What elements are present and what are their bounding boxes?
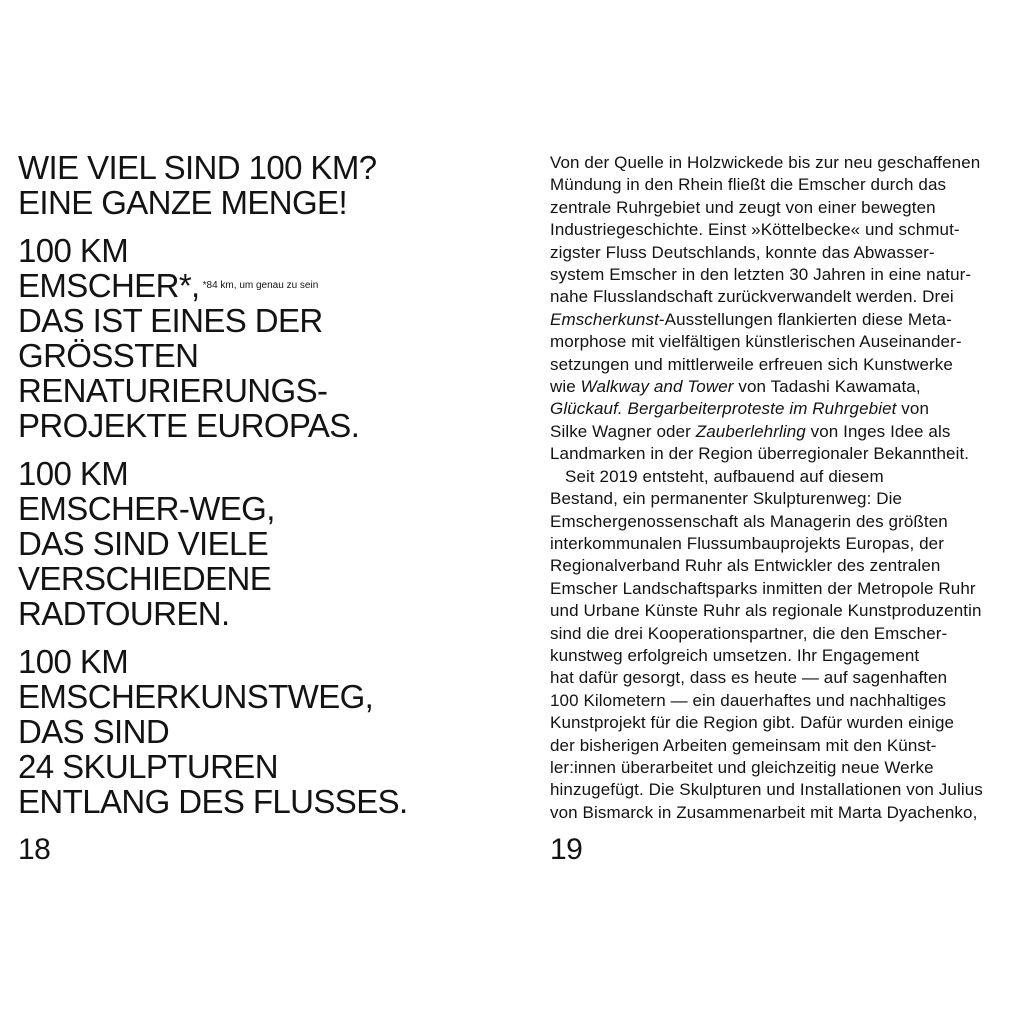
headline-block [18,150,498,220]
text: Silke Wagner oder [550,421,696,441]
body-line [550,197,1012,219]
text: Mündung in den Rhein fließt die Emscher durch das [550,175,947,195]
body-line [550,152,1012,174]
body-line [550,488,1012,510]
headline-block [18,456,498,631]
text: von Inges Idee als [805,421,951,441]
headline-line: 100 KM [18,232,129,269]
italic-text: Walkway and Tower [580,377,734,397]
body-line [550,802,1012,824]
headline-line: 100 KM [18,455,129,492]
headline-line: 24 SKULPTUREN [18,748,278,785]
headline-blocks [18,150,498,832]
text: Emscher Landschaftsparks inmitten der Metropole Ruhr [550,578,976,598]
body-line [550,600,1012,622]
body-line [550,309,1012,331]
body-line [550,174,1012,196]
page-number-right: 19 [550,833,583,866]
body-line [550,219,1012,241]
text: von Tadashi Kawamata, [733,377,921,397]
body-line [550,398,1012,420]
body-line [550,735,1012,757]
text: Industriegeschichte. Einst »Köttelbecke« und schmut- [550,220,960,240]
text: sind die drei Kooperationspartner, die den Emscher- [550,623,948,643]
text: Kunstprojekt für die Region gibt. Dafür wurden einige [550,713,955,733]
text: zigster Fluss Deutschlands, konnte das Abwasser- [550,242,935,262]
headline-line: RADTOUREN. [18,595,230,632]
text: Seit 2019 entsteht, aufbauend auf diesem [565,466,884,486]
text: zentrale Ruhrgebiet und zeugt von einer bewegten [550,197,936,217]
text: nahe Flusslandschaft zurückverwandelt werden. Drei [550,287,954,307]
body-line [550,443,1012,465]
text: system Emscher in den letzten 30 Jahren in eine natur- [550,265,972,285]
text: wie [550,377,581,397]
headline-line: RENATURIERUNGS- [18,372,328,409]
text: Regionalverband Ruhr als Entwickler des zentralen [550,556,941,576]
body-line [550,757,1012,779]
body-text [550,152,1012,824]
headline-line: EMSCHER*, $^{*84 km, um genau zu sein}$ [18,267,319,304]
text: Emschergenossenschaft als Managerin des größten [550,511,948,531]
text: Von der Quelle in Holzwickede bis zur neu geschaffenen [550,153,981,172]
text: und Urbane Künste Ruhr als regionale Kunstproduzentin [550,601,982,621]
text: Landmarken in der Region überregionaler Bekanntheit. [550,444,970,464]
text: hat dafür gesorgt, dass es heute — auf sagenhaften [550,668,948,688]
text: 100 Kilometern — ein dauerhaftes und nachhaltiges [550,690,947,710]
headline-line: EINE GANZE MENGE! [18,184,348,221]
italic-text: Emscherkunst [550,309,659,329]
headline-line: DAS IST EINES DER [18,302,323,339]
body-line [550,645,1012,667]
text: ler:innen überarbeitet und gleichzeitig neue Werke [550,757,934,777]
body-line [550,779,1012,801]
headline-line: VERSCHIEDENE [18,560,272,597]
text: morphose mit vielfältigen künstlerischen Auseinander- [550,332,962,352]
body-line [550,242,1012,264]
text: kunstweg erfolgreich umsetzen. Ihr Engagement [550,645,920,665]
headline-line: WIE VIEL SIND 100 KM? [18,149,377,186]
body-line [550,555,1012,577]
headline-line: DAS SIND [18,713,170,750]
text: -Ausstellungen flankierten diese Meta- [658,309,952,329]
body-line [550,376,1012,398]
body-line [550,466,1012,488]
text: interkommunalen Flussumbauprojekts Europas, der [550,533,944,553]
headline-line: EMSCHER-WEG, [18,490,275,527]
body-line [550,667,1012,689]
text: setzungen und mittlerweile erfreuen sich Kunstwerke [550,354,953,374]
body-line [550,286,1012,308]
headline-line: ENTLANG DES FLUSSES. [18,783,408,820]
body-line [550,354,1012,376]
body-line [550,533,1012,555]
body-line [550,511,1012,533]
headline-block [18,233,498,443]
body-line [550,331,1012,353]
italic-text: Zauberlehrling [695,421,806,441]
body-line [550,578,1012,600]
headline-block [18,644,498,819]
body-line [550,264,1012,286]
text: der bisherigen Arbeiten gemeinsam mit den Künst- [550,735,937,755]
text: von [896,399,930,419]
text: von Bismarck in Zusammenarbeit mit Marta Dyachenko, [550,802,978,822]
body-line [550,712,1012,734]
headline-line: DAS SIND VIELE [18,525,269,562]
footnote: *84 km, um genau zu sein [202,280,319,291]
body-line [550,690,1012,712]
text: Bestand, ein permanenter Skulpturenweg: Die [550,489,903,509]
headline-line: GRÖSSTEN [18,337,199,374]
italic-text: Glückauf. Bergarbeiterproteste im Ruhrgebiet [550,399,897,419]
headline-line: 100 KM [18,643,129,680]
body-line [550,623,1012,645]
body-line [550,421,1012,443]
text: hinzugefügt. Die Skulpturen und Installationen von Julius [550,780,983,800]
headline-line: PROJEKTE EUROPAS. [18,407,360,444]
headline-line: EMSCHERKUNSTWEG, [18,678,374,715]
page-number-left: 18 [18,833,51,866]
